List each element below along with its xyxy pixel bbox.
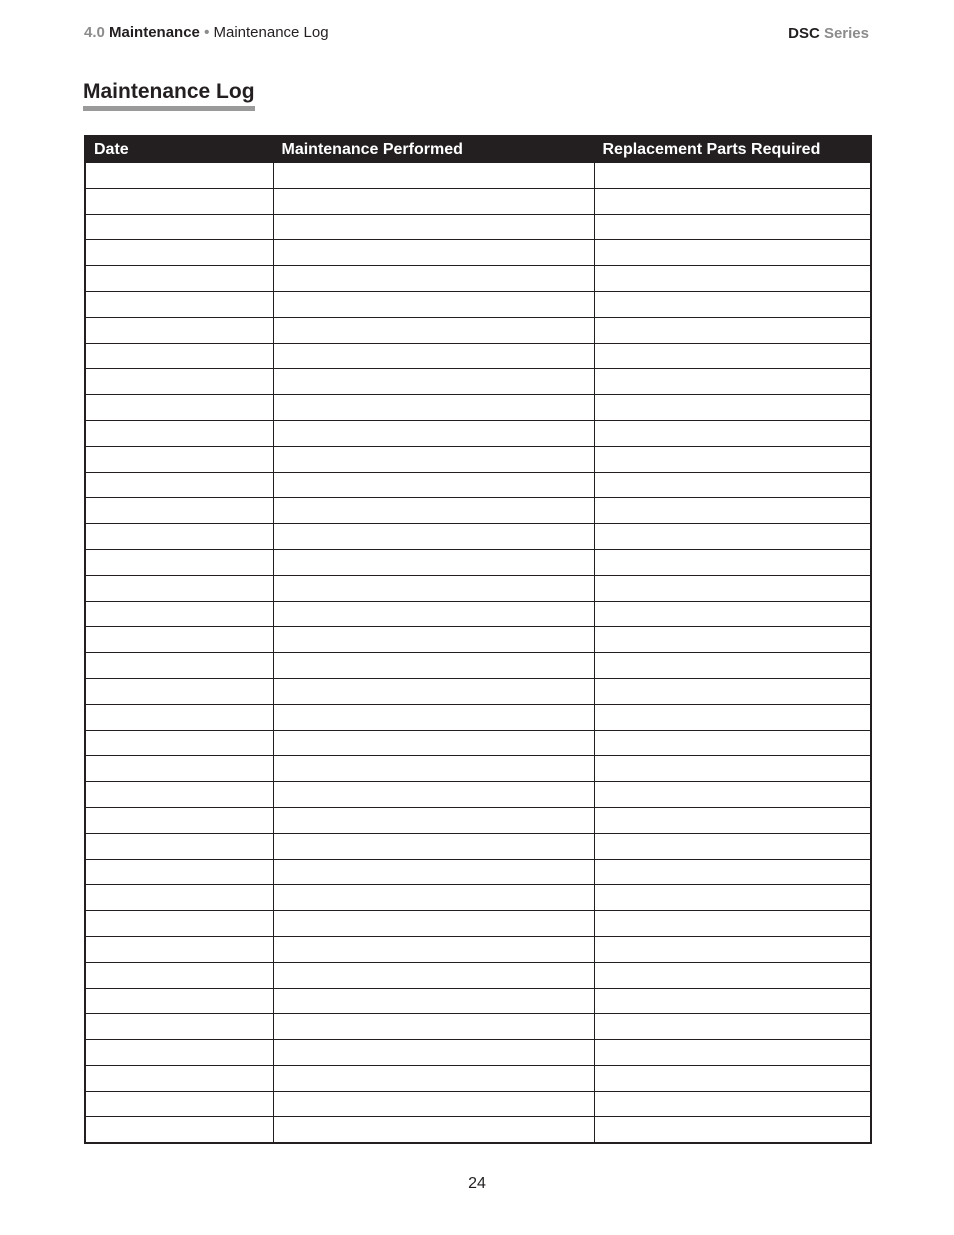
date-cell[interactable] — [85, 1040, 273, 1066]
maintenance-cell[interactable] — [273, 807, 594, 833]
parts-cell[interactable] — [594, 369, 871, 395]
parts-cell[interactable] — [594, 962, 871, 988]
maintenance-cell[interactable] — [273, 1014, 594, 1040]
parts-cell[interactable] — [594, 911, 871, 937]
maintenance-cell[interactable] — [273, 1091, 594, 1117]
date-cell[interactable] — [85, 163, 273, 189]
parts-cell[interactable] — [594, 678, 871, 704]
date-cell[interactable] — [85, 962, 273, 988]
parts-cell[interactable] — [594, 214, 871, 240]
maintenance-cell[interactable] — [273, 575, 594, 601]
maintenance-cell[interactable] — [273, 885, 594, 911]
table-row — [85, 627, 871, 653]
date-cell[interactable] — [85, 833, 273, 859]
date-cell[interactable] — [85, 369, 273, 395]
date-cell[interactable] — [85, 730, 273, 756]
maintenance-cell[interactable] — [273, 1117, 594, 1143]
parts-cell[interactable] — [594, 936, 871, 962]
maintenance-cell[interactable] — [273, 524, 594, 550]
parts-cell[interactable] — [594, 472, 871, 498]
date-cell[interactable] — [85, 859, 273, 885]
maintenance-cell[interactable] — [273, 240, 594, 266]
parts-cell[interactable] — [594, 317, 871, 343]
maintenance-cell[interactable] — [273, 549, 594, 575]
maintenance-cell[interactable] — [273, 498, 594, 524]
maintenance-cell[interactable] — [273, 420, 594, 446]
parts-cell[interactable] — [594, 756, 871, 782]
date-cell[interactable] — [85, 782, 273, 808]
table-row — [85, 343, 871, 369]
table-header-row — [85, 136, 871, 163]
brand-name: DSC — [788, 25, 820, 42]
date-cell[interactable] — [85, 678, 273, 704]
table-row — [85, 704, 871, 730]
header-separator: • — [204, 24, 210, 41]
date-cell[interactable] — [85, 1117, 273, 1143]
parts-cell[interactable] — [594, 524, 871, 550]
parts-cell[interactable] — [594, 498, 871, 524]
date-cell[interactable] — [85, 704, 273, 730]
table-row — [85, 885, 871, 911]
page-number: 24 — [468, 1175, 486, 1192]
maintenance-cell[interactable] — [273, 704, 594, 730]
series-label — [788, 25, 869, 42]
parts-cell[interactable] — [594, 420, 871, 446]
date-cell[interactable] — [85, 420, 273, 446]
parts-cell[interactable] — [594, 807, 871, 833]
parts-cell[interactable] — [594, 343, 871, 369]
parts-cell[interactable] — [594, 627, 871, 653]
table-row — [85, 601, 871, 627]
parts-cell[interactable] — [594, 833, 871, 859]
table-row — [85, 575, 871, 601]
date-cell[interactable] — [85, 240, 273, 266]
table-row — [85, 807, 871, 833]
parts-cell[interactable] — [594, 1065, 871, 1091]
maintenance-cell[interactable] — [273, 653, 594, 679]
date-cell[interactable] — [85, 807, 273, 833]
date-cell[interactable] — [85, 885, 273, 911]
parts-cell[interactable] — [594, 163, 871, 189]
date-cell[interactable] — [85, 1014, 273, 1040]
date-cell[interactable] — [85, 188, 273, 214]
parts-cell[interactable] — [594, 782, 871, 808]
maintenance-cell[interactable] — [273, 266, 594, 292]
parts-cell[interactable] — [594, 549, 871, 575]
maintenance-cell[interactable] — [273, 678, 594, 704]
date-cell[interactable] — [85, 575, 273, 601]
table-row — [85, 653, 871, 679]
table-row — [85, 833, 871, 859]
date-cell[interactable] — [85, 756, 273, 782]
maintenance-cell[interactable] — [273, 317, 594, 343]
date-cell[interactable] — [85, 446, 273, 472]
table-row — [85, 936, 871, 962]
table-row — [85, 291, 871, 317]
maintenance-cell[interactable] — [273, 756, 594, 782]
maintenance-cell[interactable] — [273, 395, 594, 421]
table-body — [85, 163, 871, 1144]
date-cell[interactable] — [85, 317, 273, 343]
date-cell[interactable] — [85, 653, 273, 679]
parts-cell[interactable] — [594, 266, 871, 292]
table-row — [85, 678, 871, 704]
maintenance-cell[interactable] — [273, 343, 594, 369]
parts-cell[interactable] — [594, 188, 871, 214]
parts-cell[interactable] — [594, 575, 871, 601]
table-row — [85, 472, 871, 498]
page-title: Maintenance Log — [83, 80, 255, 111]
table-row — [85, 420, 871, 446]
table-row — [85, 782, 871, 808]
parts-cell[interactable] — [594, 240, 871, 266]
column-header-maintenance: Maintenance Performed — [273, 136, 594, 163]
table-row — [85, 266, 871, 292]
table-row — [85, 240, 871, 266]
maintenance-cell[interactable] — [273, 369, 594, 395]
parts-cell[interactable] — [594, 1091, 871, 1117]
maintenance-cell[interactable] — [273, 782, 594, 808]
date-cell[interactable] — [85, 472, 273, 498]
date-cell[interactable] — [85, 524, 273, 550]
date-cell[interactable] — [85, 549, 273, 575]
table-row — [85, 395, 871, 421]
maintenance-cell[interactable] — [273, 833, 594, 859]
maintenance-cell[interactable] — [273, 627, 594, 653]
running-header — [84, 24, 329, 41]
date-cell[interactable] — [85, 291, 273, 317]
date-cell[interactable] — [85, 214, 273, 240]
parts-cell[interactable] — [594, 1117, 871, 1143]
date-cell[interactable] — [85, 395, 273, 421]
column-header-parts: Replacement Parts Required — [594, 136, 871, 163]
maintenance-cell[interactable] — [273, 936, 594, 962]
table-row — [85, 1065, 871, 1091]
parts-cell[interactable] — [594, 988, 871, 1014]
date-cell[interactable] — [85, 936, 273, 962]
date-cell[interactable] — [85, 601, 273, 627]
table-row — [85, 1014, 871, 1040]
date-cell[interactable] — [85, 1065, 273, 1091]
parts-cell[interactable] — [594, 885, 871, 911]
parts-cell[interactable] — [594, 653, 871, 679]
table-row — [85, 524, 871, 550]
column-header-date: Date — [85, 136, 273, 163]
parts-cell[interactable] — [594, 291, 871, 317]
section-number: 4.0 — [84, 24, 105, 41]
parts-cell[interactable] — [594, 859, 871, 885]
table-row — [85, 859, 871, 885]
table-row — [85, 188, 871, 214]
parts-cell[interactable] — [594, 704, 871, 730]
table-row — [85, 1040, 871, 1066]
maintenance-cell[interactable] — [273, 291, 594, 317]
table-row — [85, 1117, 871, 1143]
maintenance-cell[interactable] — [273, 214, 594, 240]
maintenance-cell[interactable] — [273, 859, 594, 885]
table-row — [85, 962, 871, 988]
parts-cell[interactable] — [594, 1014, 871, 1040]
table-row — [85, 988, 871, 1014]
table-row — [85, 317, 871, 343]
table-row — [85, 214, 871, 240]
maintenance-cell[interactable] — [273, 911, 594, 937]
maintenance-cell[interactable] — [273, 962, 594, 988]
maintenance-cell[interactable] — [273, 730, 594, 756]
table-row — [85, 549, 871, 575]
date-cell[interactable] — [85, 266, 273, 292]
subsection-name: Maintenance Log — [213, 24, 329, 41]
maintenance-cell[interactable] — [273, 163, 594, 189]
table-row — [85, 730, 871, 756]
table-row — [85, 911, 871, 937]
maintenance-cell[interactable] — [273, 1065, 594, 1091]
maintenance-cell[interactable] — [273, 188, 594, 214]
table-row — [85, 369, 871, 395]
date-cell[interactable] — [85, 627, 273, 653]
date-cell[interactable] — [85, 343, 273, 369]
maintenance-cell[interactable] — [273, 472, 594, 498]
parts-cell[interactable] — [594, 395, 871, 421]
parts-cell[interactable] — [594, 1040, 871, 1066]
date-cell[interactable] — [85, 498, 273, 524]
table-row — [85, 1091, 871, 1117]
maintenance-log-table — [84, 135, 872, 1144]
maintenance-cell[interactable] — [273, 601, 594, 627]
section-name: Maintenance — [109, 24, 200, 41]
series-word: Series — [823, 25, 869, 42]
parts-cell[interactable] — [594, 446, 871, 472]
parts-cell[interactable] — [594, 730, 871, 756]
date-cell[interactable] — [85, 911, 273, 937]
table-row — [85, 163, 871, 189]
table-row — [85, 498, 871, 524]
maintenance-cell[interactable] — [273, 988, 594, 1014]
date-cell[interactable] — [85, 1091, 273, 1117]
table-row — [85, 446, 871, 472]
parts-cell[interactable] — [594, 601, 871, 627]
maintenance-cell[interactable] — [273, 446, 594, 472]
table-row — [85, 756, 871, 782]
maintenance-cell[interactable] — [273, 1040, 594, 1066]
date-cell[interactable] — [85, 988, 273, 1014]
